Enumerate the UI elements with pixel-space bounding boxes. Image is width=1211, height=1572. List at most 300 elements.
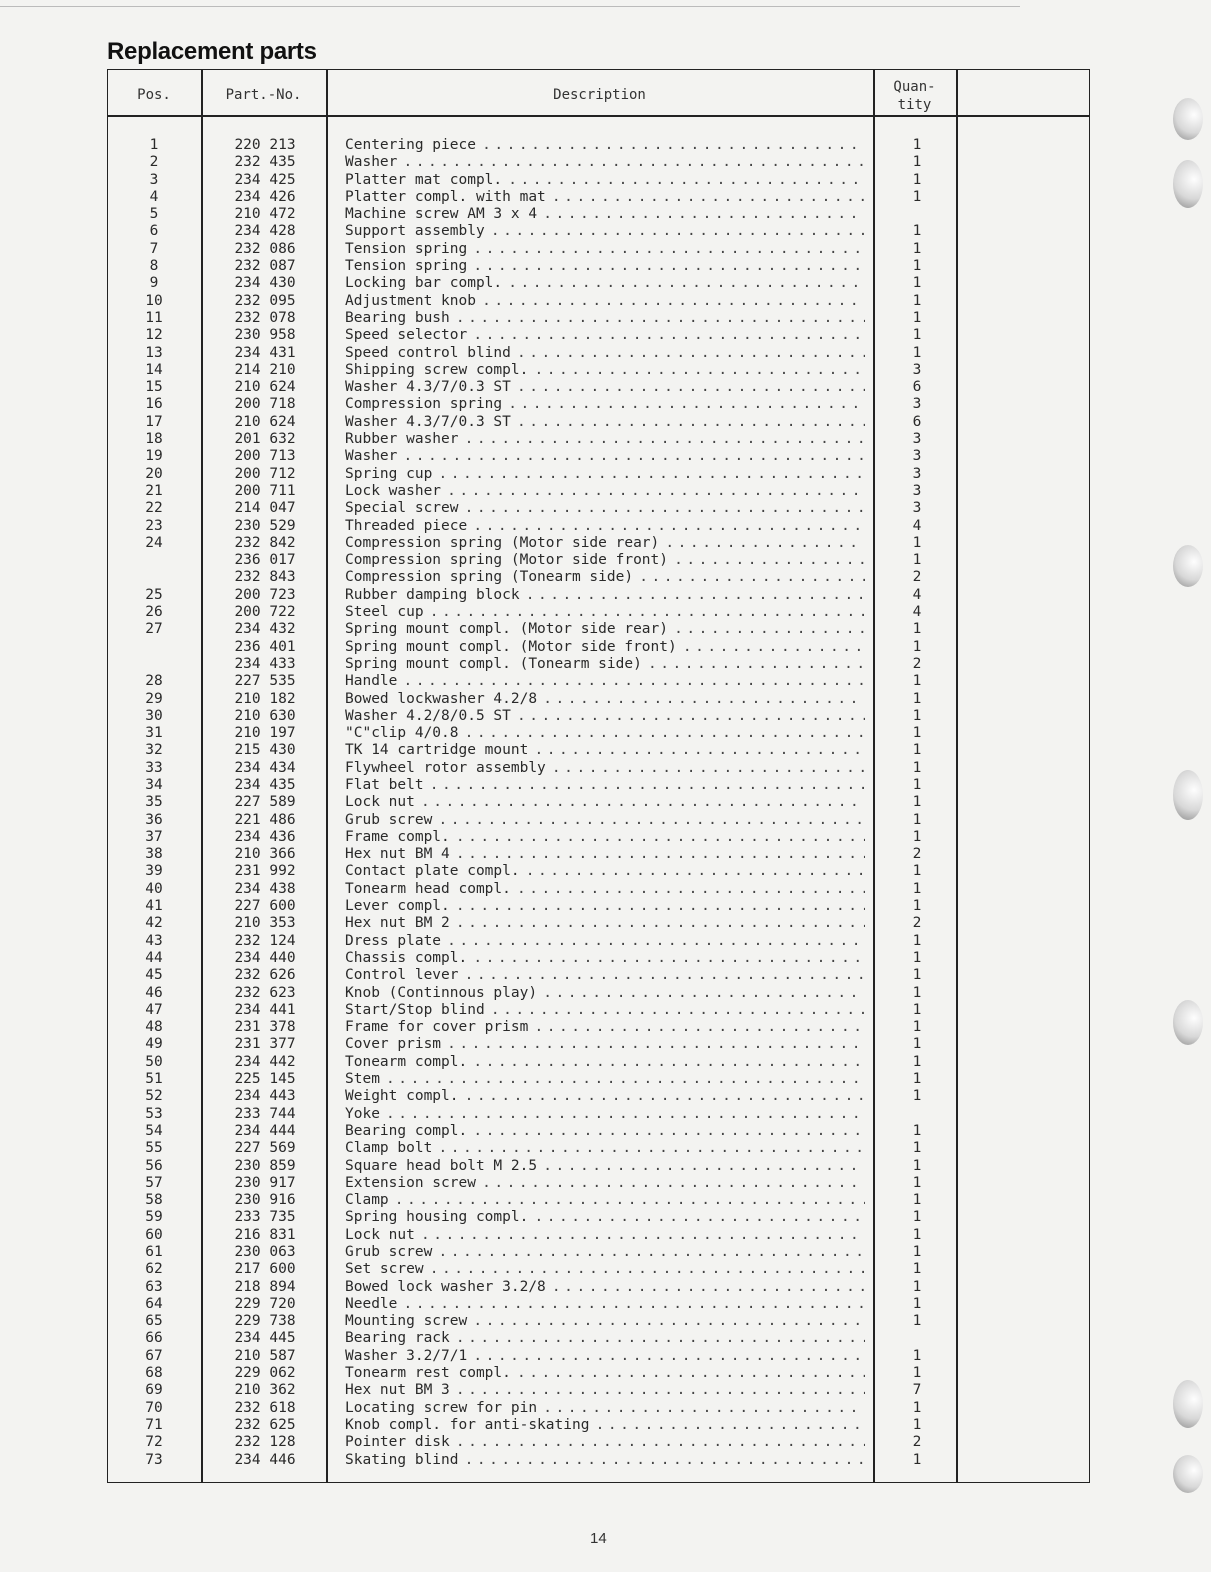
table-row [107, 1054, 1090, 1071]
part-number-cell: 210 197 [234, 725, 296, 742]
part-number-cell: 210 630 [234, 707, 296, 724]
quantity-cell: 1 [912, 1157, 922, 1174]
description-cell: Adjustment knob . . . [345, 293, 865, 310]
quantity-cell: 3 [912, 396, 922, 413]
description-cell: Dress plate . . . [345, 933, 865, 950]
part-number-cell: 200 723 [234, 586, 296, 603]
description-cell: Knob (Continnous play) . . . [345, 985, 865, 1002]
quantity-cell: 1 [912, 1036, 922, 1053]
quantity-cell: 1 [912, 1399, 922, 1416]
quantity-cell: 1 [912, 223, 922, 240]
table-row [107, 881, 1090, 898]
quantity-cell: 1 [912, 1365, 922, 1382]
table-row [107, 1365, 1090, 1382]
table-row [107, 1296, 1090, 1313]
part-number-cell: 217 600 [234, 1261, 296, 1278]
table-row [107, 1175, 1090, 1192]
description-cell: Locking bar compl. . . . [345, 275, 865, 292]
quantity-cell: 1 [912, 258, 922, 275]
part-number-cell: 232 128 [234, 1434, 296, 1451]
header-divider [107, 115, 1090, 117]
description-cell: Rubber damping block . . . [345, 587, 865, 604]
pos-cell: 30 [145, 707, 163, 724]
pos-cell: 35 [145, 794, 163, 811]
table-row [107, 483, 1090, 500]
quantity-cell: 3 [912, 500, 922, 517]
pos-cell: 50 [145, 1053, 163, 1070]
part-number-cell: 225 145 [234, 1071, 296, 1088]
description-cell: Lever compl. . . . [345, 898, 865, 915]
part-number-cell: 210 624 [234, 379, 296, 396]
header-pos: Pos. [137, 87, 171, 103]
quantity-cell: 1 [912, 949, 922, 966]
pos-cell: 4 [149, 188, 159, 205]
pos-cell: 36 [145, 811, 163, 828]
description-cell: Speed selector . . . [345, 327, 865, 344]
table-row [107, 172, 1090, 189]
pos-cell: 53 [145, 1105, 163, 1122]
description-cell: Hex nut BM 4 . . . [345, 846, 865, 863]
description-cell: Spring cup . . . [345, 466, 865, 483]
table-row [107, 1192, 1090, 1209]
pos-cell: 70 [145, 1399, 163, 1416]
part-number-cell: 232 626 [234, 967, 296, 984]
part-number-cell: 234 431 [234, 344, 296, 361]
pos-cell: 16 [145, 396, 163, 413]
pos-cell: 3 [149, 171, 159, 188]
table-row [107, 1279, 1090, 1296]
part-number-cell: 233 735 [234, 1209, 296, 1226]
description-cell: Set screw . . . [345, 1261, 865, 1278]
description-cell: Pointer disk . . . [345, 1434, 865, 1451]
table-row [107, 327, 1090, 344]
pos-cell: 13 [145, 344, 163, 361]
pos-cell: 54 [145, 1122, 163, 1139]
quantity-cell: 1 [912, 794, 922, 811]
description-cell: Platter mat compl. . . . [345, 172, 865, 189]
description-cell: Cover prism . . . [345, 1036, 865, 1053]
description-cell: Shipping screw compl. . . . [345, 362, 865, 379]
table-row [107, 396, 1090, 413]
quantity-cell: 1 [912, 1451, 922, 1468]
quantity-cell: 1 [912, 154, 922, 171]
quantity-cell: 3 [912, 448, 922, 465]
pos-cell: 34 [145, 776, 163, 793]
description-cell: Start/Stop blind . . . [345, 1002, 865, 1019]
pos-cell: 42 [145, 915, 163, 932]
quantity-cell: 1 [912, 932, 922, 949]
quantity-cell: 1 [912, 1192, 922, 1209]
quantity-cell: 1 [912, 898, 922, 915]
pos-cell: 31 [145, 725, 163, 742]
part-number-cell: 200 713 [234, 448, 296, 465]
table-row [107, 466, 1090, 483]
table-row [107, 414, 1090, 431]
description-cell: Frame for cover prism . . . [345, 1019, 865, 1036]
description-cell: "C"clip 4/0.8 . . . [345, 725, 865, 742]
pos-cell: 52 [145, 1088, 163, 1105]
pos-cell: 14 [145, 361, 163, 378]
description-cell: Needle . . . [345, 1296, 865, 1313]
quantity-cell: 1 [912, 967, 922, 984]
pos-cell: 49 [145, 1036, 163, 1053]
description-cell: TK 14 cartridge mount . . . [345, 742, 865, 759]
description-cell: Hex nut BM 3 . . . [345, 1382, 865, 1399]
part-number-cell: 234 428 [234, 223, 296, 240]
pos-cell: 57 [145, 1174, 163, 1191]
description-cell: Bowed lockwasher 4.2/8 . . . [345, 691, 865, 708]
table-row [107, 379, 1090, 396]
description-cell: Flat belt . . . [345, 777, 865, 794]
part-number-cell: 210 587 [234, 1347, 296, 1364]
pos-cell: 64 [145, 1295, 163, 1312]
description-cell: Centering piece . . . [345, 137, 865, 154]
page-number: 14 [590, 1530, 607, 1547]
quantity-cell: 1 [912, 1295, 922, 1312]
pos-cell: 46 [145, 984, 163, 1001]
pos-cell: 45 [145, 967, 163, 984]
table-row [107, 1140, 1090, 1157]
description-cell: Steel cup . . . [345, 604, 865, 621]
table-row [107, 604, 1090, 621]
description-cell: Bowed lock washer 3.2/8 . . . [345, 1279, 865, 1296]
table-row [107, 1158, 1090, 1175]
table-row [107, 656, 1090, 673]
binder-ring-hole [1173, 545, 1203, 587]
part-number-cell: 232 842 [234, 534, 296, 551]
table-row [107, 846, 1090, 863]
quantity-cell: 1 [912, 309, 922, 326]
pos-cell: 27 [145, 621, 163, 638]
description-cell: Compression spring . . . [345, 396, 865, 413]
table-row [107, 794, 1090, 811]
quantity-cell: 1 [912, 1053, 922, 1070]
description-cell: Spring housing compl. . . . [345, 1209, 865, 1226]
quantity-cell: 2 [912, 846, 922, 863]
quantity-cell: 1 [912, 1313, 922, 1330]
table-row [107, 448, 1090, 465]
part-number-cell: 227 569 [234, 1140, 296, 1157]
quantity-cell: 1 [912, 1122, 922, 1139]
part-number-cell: 234 426 [234, 188, 296, 205]
pos-cell: 21 [145, 482, 163, 499]
table-row [107, 189, 1090, 206]
quantity-cell: 2 [912, 655, 922, 672]
pos-cell: 18 [145, 431, 163, 448]
part-number-cell: 229 738 [234, 1313, 296, 1330]
table-row [107, 1330, 1090, 1347]
table-row [107, 500, 1090, 517]
part-number-cell: 232 078 [234, 309, 296, 326]
quantity-cell: 1 [912, 1019, 922, 1036]
pos-cell: 67 [145, 1347, 163, 1364]
part-number-cell: 214 210 [234, 361, 296, 378]
table-row [107, 708, 1090, 725]
quantity-cell: 1 [912, 1140, 922, 1157]
description-cell: Square head bolt M 2.5 . . . [345, 1158, 865, 1175]
part-number-cell: 227 589 [234, 794, 296, 811]
table-row [107, 587, 1090, 604]
description-cell: Control lever . . . [345, 967, 865, 984]
table-row [107, 241, 1090, 258]
header-part-no: Part.-No. [225, 87, 302, 103]
table-row [107, 293, 1090, 310]
description-cell: Grub screw . . . [345, 812, 865, 829]
pos-cell: 33 [145, 759, 163, 776]
description-cell: Tonearm rest compl. . . . [345, 1365, 865, 1382]
pos-cell: 2 [149, 154, 159, 171]
top-rule [0, 6, 1020, 7]
pos-cell: 55 [145, 1140, 163, 1157]
table-row [107, 1452, 1090, 1469]
quantity-cell: 1 [912, 707, 922, 724]
table-row [107, 673, 1090, 690]
description-cell: Extension screw . . . [345, 1175, 865, 1192]
pos-cell: 68 [145, 1365, 163, 1382]
quantity-cell: 1 [912, 690, 922, 707]
description-cell: Rubber washer . . . [345, 431, 865, 448]
part-number-cell: 236 017 [234, 552, 296, 569]
part-number-cell: 232 623 [234, 984, 296, 1001]
part-number-cell: 234 440 [234, 949, 296, 966]
part-number-cell: 229 062 [234, 1365, 296, 1382]
quantity-cell: 1 [912, 863, 922, 880]
description-cell: Tonearm head compl. . . . [345, 881, 865, 898]
part-number-cell: 236 401 [234, 638, 296, 655]
pos-cell: 43 [145, 932, 163, 949]
table-row [107, 1071, 1090, 1088]
part-number-cell: 234 441 [234, 1001, 296, 1018]
part-number-cell: 230 958 [234, 327, 296, 344]
part-number-cell: 234 433 [234, 655, 296, 672]
header-quantity [873, 78, 956, 114]
quantity-cell: 1 [912, 327, 922, 344]
table-row [107, 985, 1090, 1002]
table-row [107, 898, 1090, 915]
pos-cell: 11 [145, 309, 163, 326]
table-row [107, 1313, 1090, 1330]
table-row [107, 569, 1090, 586]
pos-cell: 69 [145, 1382, 163, 1399]
description-cell: Threaded piece . . . [345, 518, 865, 535]
pos-cell: 59 [145, 1209, 163, 1226]
table-row [107, 1244, 1090, 1261]
description-cell: Spring mount compl. (Tonearm side) . . . [345, 656, 865, 673]
table-row [107, 1036, 1090, 1053]
quantity-cell: 1 [912, 621, 922, 638]
part-number-cell: 234 444 [234, 1122, 296, 1139]
table-row [107, 1348, 1090, 1365]
table-row [107, 915, 1090, 932]
binder-ring-hole [1173, 160, 1203, 208]
pos-cell: 5 [149, 206, 159, 223]
description-cell: Mounting screw . . . [345, 1313, 865, 1330]
description-cell: Washer . . . [345, 154, 865, 171]
quantity-cell: 1 [912, 1209, 922, 1226]
part-number-cell: 215 430 [234, 742, 296, 759]
description-cell: Platter compl. with mat . . . [345, 189, 865, 206]
description-cell: Skating blind . . . [345, 1452, 865, 1469]
description-cell: Special screw . . . [345, 500, 865, 517]
pos-cell: 9 [149, 275, 159, 292]
quantity-cell: 1 [912, 552, 922, 569]
description-cell: Support assembly . . . [345, 223, 865, 240]
pos-cell: 19 [145, 448, 163, 465]
quantity-cell: 4 [912, 517, 922, 534]
description-cell: Lock washer . . . [345, 483, 865, 500]
table-row [107, 1382, 1090, 1399]
quantity-cell: 3 [912, 482, 922, 499]
table-row [107, 1106, 1090, 1123]
quantity-cell: 6 [912, 379, 922, 396]
table-row [107, 310, 1090, 327]
table-row [107, 863, 1090, 880]
part-number-cell: 232 095 [234, 292, 296, 309]
part-number-cell: 232 618 [234, 1399, 296, 1416]
pos-cell: 47 [145, 1001, 163, 1018]
description-cell: Tonearm compl. . . . [345, 1054, 865, 1071]
quantity-cell: 1 [912, 1001, 922, 1018]
quantity-cell: 1 [912, 811, 922, 828]
table-row [107, 223, 1090, 240]
table-row [107, 137, 1090, 154]
description-cell: Lock nut . . . [345, 794, 865, 811]
table-row [107, 1088, 1090, 1105]
binder-ring-hole [1173, 1455, 1203, 1493]
pos-cell: 28 [145, 673, 163, 690]
table-row [107, 518, 1090, 535]
pos-cell: 1 [149, 137, 159, 153]
binder-ring-hole [1173, 1000, 1203, 1045]
pos-cell: 73 [145, 1451, 163, 1468]
part-number-cell: 234 430 [234, 275, 296, 292]
part-number-cell: 234 445 [234, 1330, 296, 1347]
quantity-cell: 3 [912, 431, 922, 448]
description-cell: Clamp bolt . . . [345, 1140, 865, 1157]
quantity-cell: 2 [912, 1434, 922, 1451]
description-cell: Weight compl. . . . [345, 1088, 865, 1105]
description-cell: Compression spring (Motor side rear) . . . [345, 535, 865, 552]
quantity-cell: 4 [912, 586, 922, 603]
part-number-cell: 210 366 [234, 846, 296, 863]
table-row [107, 275, 1090, 292]
description-cell: Bearing bush . . . [345, 310, 865, 327]
pos-cell: 32 [145, 742, 163, 759]
table-row [107, 725, 1090, 742]
description-cell: Spring mount compl. (Motor side rear) . . . [345, 621, 865, 638]
description-cell: Compression spring (Tonearm side) . . . [345, 569, 865, 586]
table-row [107, 1400, 1090, 1417]
pos-cell: 17 [145, 413, 163, 430]
pos-cell: 10 [145, 292, 163, 309]
table-row [107, 431, 1090, 448]
table-row [107, 639, 1090, 656]
quantity-cell: 1 [912, 240, 922, 257]
part-number-cell: 200 722 [234, 604, 296, 621]
pos-cell: 72 [145, 1434, 163, 1451]
description-cell: Knob compl. for anti-skating . . . [345, 1417, 865, 1434]
part-number-cell: 231 992 [234, 863, 296, 880]
part-number-cell: 200 711 [234, 482, 296, 499]
pos-cell: 51 [145, 1071, 163, 1088]
pos-cell: 41 [145, 898, 163, 915]
table-row [107, 933, 1090, 950]
quantity-cell: 1 [912, 759, 922, 776]
quantity-cell: 1 [912, 1244, 922, 1260]
quantity-cell: 1 [912, 344, 922, 361]
table-row [107, 345, 1090, 362]
part-number-cell: 210 182 [234, 690, 296, 707]
part-number-cell: 234 434 [234, 759, 296, 776]
pos-cell: 22 [145, 500, 163, 517]
part-number-cell: 232 843 [234, 569, 296, 586]
pos-cell: 24 [145, 534, 163, 551]
table-row [107, 1002, 1090, 1019]
pos-cell: 40 [145, 880, 163, 897]
description-cell: Washer 4.2/8/0.5 ST . . . [345, 708, 865, 725]
part-number-cell: 232 086 [234, 240, 296, 257]
part-number-cell: 201 632 [234, 431, 296, 448]
pos-cell: 29 [145, 690, 163, 707]
quantity-cell: 1 [912, 1174, 922, 1191]
quantity-cell: 2 [912, 915, 922, 932]
table-row [107, 258, 1090, 275]
pos-cell: 60 [145, 1226, 163, 1243]
part-number-cell: 230 063 [234, 1244, 296, 1260]
part-number-cell: 233 744 [234, 1105, 296, 1122]
part-number-cell: 230 916 [234, 1192, 296, 1209]
pos-cell: 38 [145, 846, 163, 863]
pos-cell: 39 [145, 863, 163, 880]
pos-cell: 6 [149, 223, 159, 240]
pos-cell: 48 [145, 1019, 163, 1036]
pos-cell: 65 [145, 1313, 163, 1330]
table-row [107, 535, 1090, 552]
description-cell: Washer 3.2/7/1 . . . [345, 1348, 865, 1365]
description-cell: Tension spring . . . [345, 258, 865, 275]
quantity-cell: 1 [912, 828, 922, 845]
header-description: Description [553, 87, 646, 103]
part-number-cell: 231 377 [234, 1036, 296, 1053]
description-cell: Machine screw AM 3 x 4 . . . [345, 206, 865, 223]
part-number-cell: 231 378 [234, 1019, 296, 1036]
quantity-cell: 1 [912, 880, 922, 897]
part-number-cell: 230 917 [234, 1174, 296, 1191]
pos-cell: 61 [145, 1244, 163, 1260]
quantity-cell: 1 [912, 171, 922, 188]
description-cell: Yoke . . . [345, 1106, 865, 1123]
quantity-cell: 1 [912, 1088, 922, 1105]
quantity-cell: 1 [912, 1347, 922, 1364]
description-cell: Grub screw . . . [345, 1244, 865, 1261]
pos-cell: 62 [145, 1261, 163, 1278]
description-cell: Bearing rack . . . [345, 1330, 865, 1347]
part-number-cell: 232 625 [234, 1416, 296, 1433]
quantity-cell: 1 [912, 673, 922, 690]
quantity-cell: 7 [912, 1382, 922, 1399]
quantity-cell: 1 [912, 725, 922, 742]
description-cell: Clamp . . . [345, 1192, 865, 1209]
table-row [107, 621, 1090, 638]
part-number-cell: 234 432 [234, 621, 296, 638]
description-cell: Hex nut BM 2 . . . [345, 915, 865, 932]
description-cell: Compression spring (Motor side front) . . . [345, 552, 865, 569]
description-cell: Locating screw for pin . . . [345, 1400, 865, 1417]
part-number-cell: 227 600 [234, 898, 296, 915]
table-row [107, 742, 1090, 759]
description-cell: Lock nut . . . [345, 1227, 865, 1244]
quantity-cell: 1 [912, 742, 922, 759]
